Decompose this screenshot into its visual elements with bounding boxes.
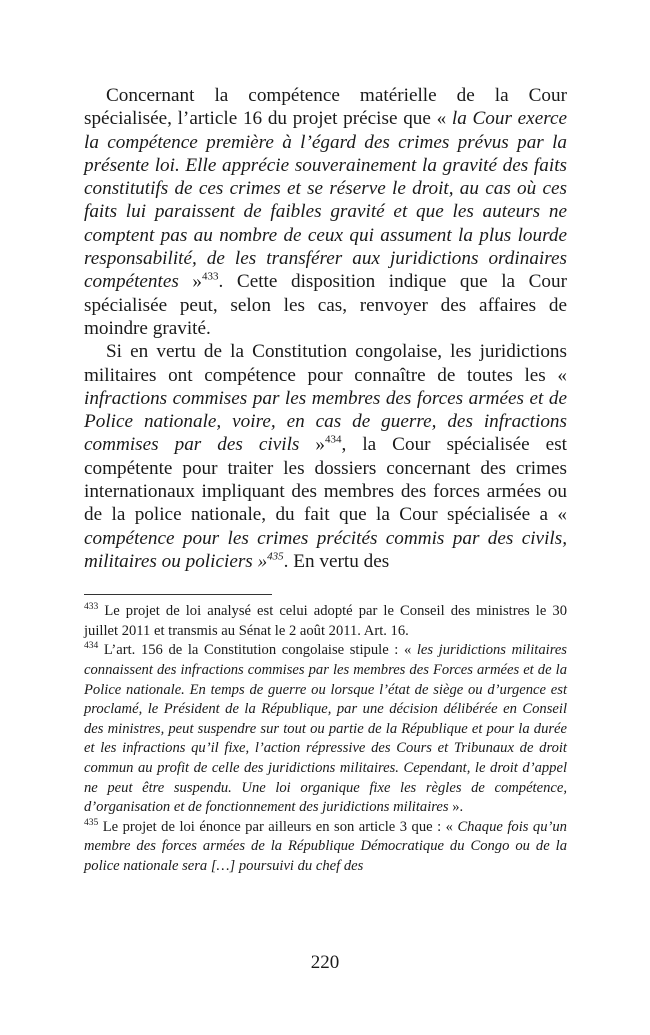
p2-quote-1-close: » — [299, 434, 325, 456]
footnote-ref-435[interactable]: 435 — [267, 550, 284, 563]
footnote-ref-433[interactable]: 433 — [202, 270, 219, 283]
footnote-quote: les juridictions militaires connaissent des infractions commises par les membres des Forces armées et de la Police nationale. En temps de guerre ou lorsque l’état de siège ou d’urgence est proclamé, le Président de la République, par une décision délibérée en Conseil des ministres, peut suspendre sur tout ou partie de la République et pour la durée et les infractions qu’il fixe, l’action répressive des Cours et Tribunaux de droit commun au profit de celle des juridictions militaires. Cependant, le droit d’appel ne peut être suspendu. Une loi organique fixe les règles de compétence, d’organisation et de fonctionnement des juridictions militaires — [84, 642, 567, 816]
p1-quote-close: » — [178, 271, 203, 293]
footnote-tail: ». — [448, 799, 464, 816]
footnote-ref-434[interactable]: 434 — [325, 434, 342, 447]
p2-text-d: , la Cour spécialisée est compétente pour traiter les dossiers concernant des crimes internationaux impliquant des membres des forces armées ou de la police nationale, du fait que la Cour spécialisée a « — [84, 434, 567, 526]
p2-quote-1: infractions commises par les membres des forces armées et de Police nationale, voire, en cas de guerre, des infractions commises par des civils — [84, 387, 567, 456]
paragraph-2 — [84, 340, 567, 573]
p1-text-a: Concernant la compétence matérielle de la Cour spécialisée, l’article 16 du projet précise que « — [84, 85, 567, 130]
footnote-434 — [84, 641, 567, 817]
p1-text-d: . Cette disposition indique que la Cour spécialisée peut, selon les cas, renvoyer des affaires de moindre gravité. — [84, 271, 568, 339]
body-text — [84, 84, 567, 573]
footnote-quote: Chaque fois qu’un membre des forces armées de la République Démocratique du Congo ou de la police nationale sera […] poursuivi du chef des — [84, 818, 567, 874]
footnote-435 — [84, 818, 567, 877]
p2-text-f: . En vertu des — [283, 550, 390, 572]
p2-text-a: Si en vertu de la Constitution congolaise, les juridictions militaires ont compétence pour connaître de toutes les « — [84, 341, 567, 386]
footnote-lead: L’art. 156 de la Constitution congolaise stipule : « — [98, 642, 417, 659]
page-number: 220 — [310, 952, 340, 973]
footnote-433 — [84, 602, 567, 641]
footnote-text: Le projet de loi analysé est celui adopté par le Conseil des ministres le 30 juillet 2011 et transmis au Sénat le 2 août 2011. Art. 16. — [84, 603, 567, 639]
footnote-lead: Le projet de loi énonce par ailleurs en son article 3 que : « — [98, 818, 458, 835]
footnotes — [84, 602, 567, 876]
p2-quote-2: compétence pour les crimes précités commis par des civils, militaires ou policiers » — [84, 527, 567, 572]
paragraph-1 — [84, 84, 567, 340]
book-page — [84, 84, 567, 877]
p1-quote: la Cour exerce la compétence première à l’égard des crimes prévus par la présente loi. Elle apprécie souverainement la gravité des faits constitutifs de ces crimes et se réserve le droit, au cas où ces faits lui paraissent de faibles gravité et que les auteurs ne comptent pas au nombre de ceux qui assument la plus lourde responsabilité, de les transférer aux juridictions ordinaires compétentes — [84, 108, 567, 293]
footnote-separator — [84, 594, 272, 595]
footnote-number: 434 — [84, 641, 99, 652]
footnote-number: 435 — [84, 817, 99, 828]
footnote-number: 433 — [84, 602, 99, 613]
